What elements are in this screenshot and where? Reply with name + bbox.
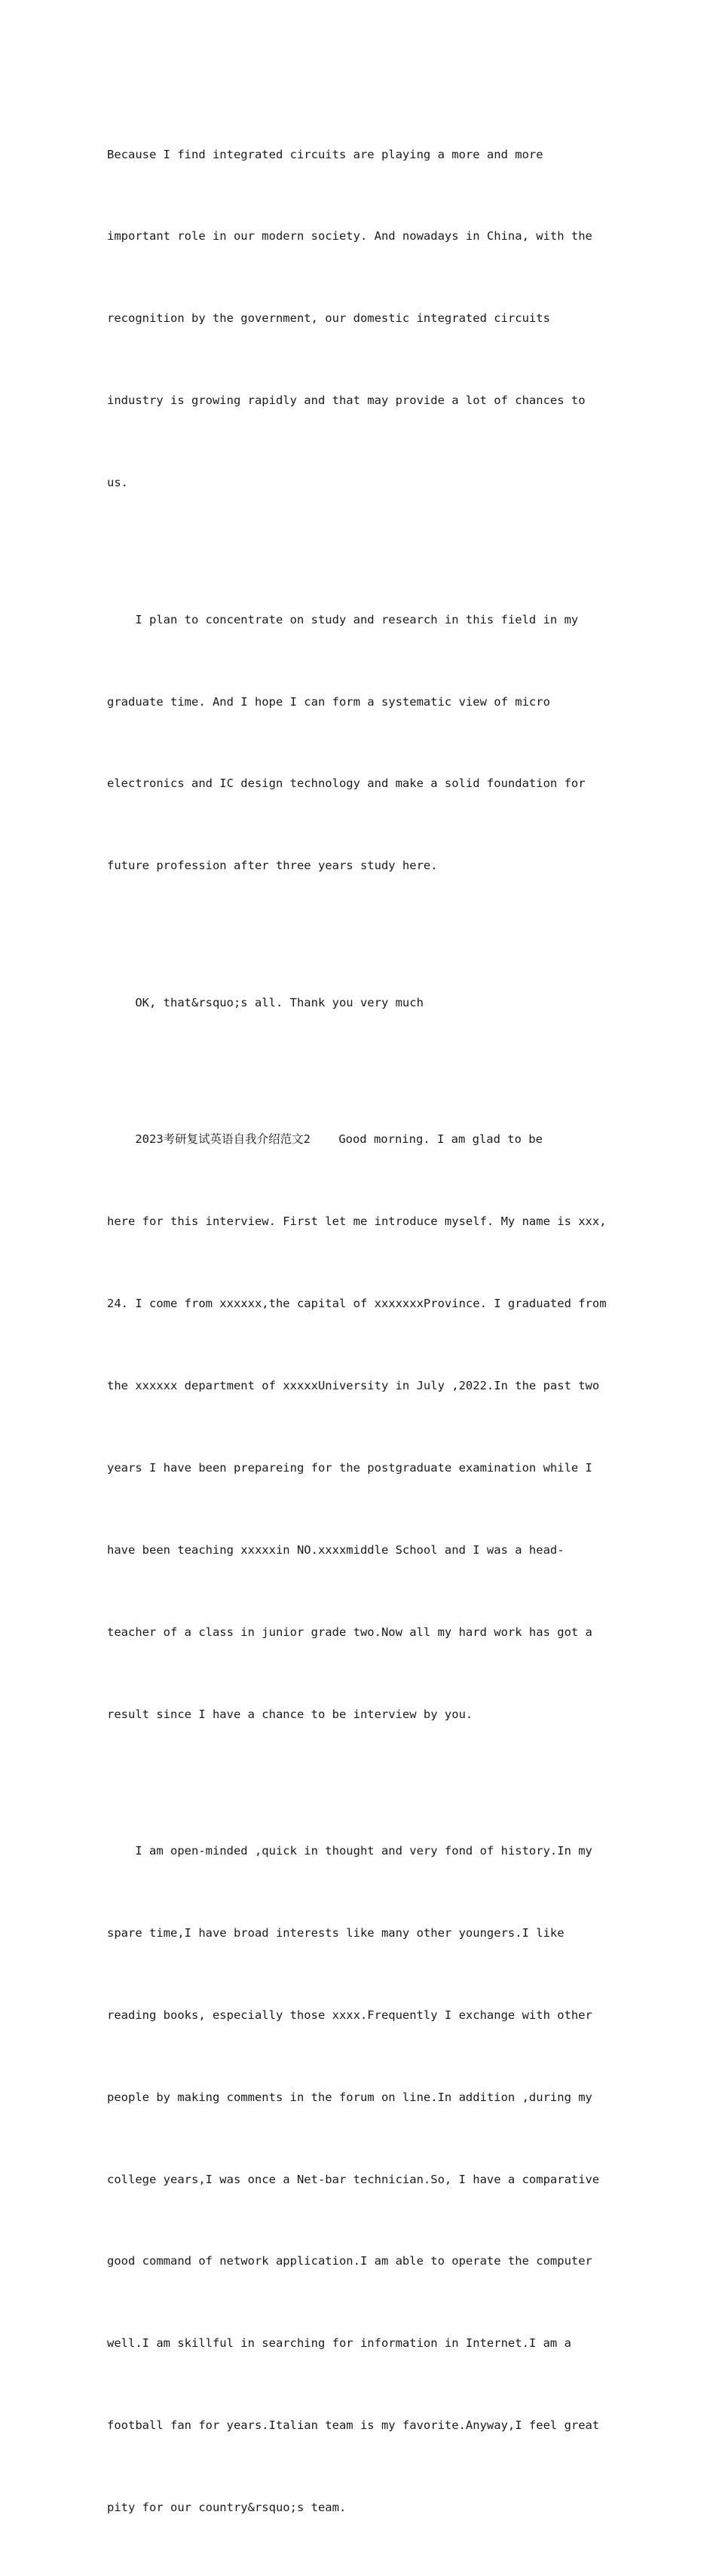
text-line: the xxxxxx department of xxxxxUniversity in July ,2022.In the past two: [107, 1378, 600, 1392]
text-line: good command of network application.I am able to operate the computer: [107, 2254, 592, 2268]
text-line: here for this interview. First let me introduce myself. My name is xxx,: [107, 1214, 607, 1229]
text-line: people by making comments in the forum on line.In addition ,during my: [107, 2090, 592, 2104]
text-line: Because I find integrated circuits are playing a more and more: [107, 147, 543, 161]
text-line: have been teaching xxxxxin NO.xxxxmiddle School and I was a head-: [107, 1542, 565, 1557]
text-line: recognition by the government, our domestic integrated circuits: [107, 311, 550, 326]
paragraph-ic-interest: [107, 86, 610, 551]
text-line: graduate time. And I hope I can form a systematic view of micro: [107, 694, 550, 709]
paragraph-personality-hobbies: [107, 1782, 610, 2576]
text-line: well.I am skillful in searching for information in Internet.I am a: [107, 2336, 571, 2351]
text-line: 2023考研复试英语自我介绍范文2 Good morning. I am glad to be: [107, 1132, 543, 1147]
document-body: [107, 86, 610, 2576]
text-line: pity for our country&rsquo;s team.: [107, 2501, 347, 2515]
text-line: I plan to concentrate on study and research in this field in my: [107, 612, 579, 626]
text-line: important role in our modern society. And nowadays in China, with the: [107, 229, 592, 244]
text-line: college years,I was once a Net-bar technician.So, I have a comparative: [107, 2172, 600, 2186]
text-line: years I have been prepareing for the postgraduate examination while I: [107, 1460, 592, 1475]
text-line: industry is growing rapidly and that may provide a lot of chances to: [107, 394, 586, 408]
paragraph-sample-two-intro: [107, 1071, 610, 1783]
text-line: future profession after three years study here.: [107, 859, 438, 873]
paragraph-study-plan: [107, 551, 610, 934]
text-line: I am open-minded ,quick in thought and very fond of history.In my: [107, 1844, 592, 1858]
text-line: us.: [107, 476, 128, 490]
text-line: electronics and IC design technology and make a solid foundation for: [107, 776, 586, 791]
text-line: OK, that&rsquo;s all. Thank you very much: [107, 995, 424, 1009]
text-line: football fan for years.Italian team is my favorite.Anyway,I feel great: [107, 2418, 600, 2433]
text-line: reading books, especially those xxxx.Frequently I exchange with other: [107, 2008, 592, 2022]
paragraph-closing: [107, 934, 610, 1071]
text-line: result since I have a chance to be interview by you.: [107, 1707, 473, 1721]
text-line: teacher of a class in junior grade two.Now all my hard work has got a: [107, 1625, 592, 1639]
text-line: 24. I come from xxxxxx,the capital of xxxxxxxProvince. I graduated from: [107, 1297, 607, 1311]
text-line: spare time,I have broad interests like many other youngers.I like: [107, 1925, 565, 1940]
